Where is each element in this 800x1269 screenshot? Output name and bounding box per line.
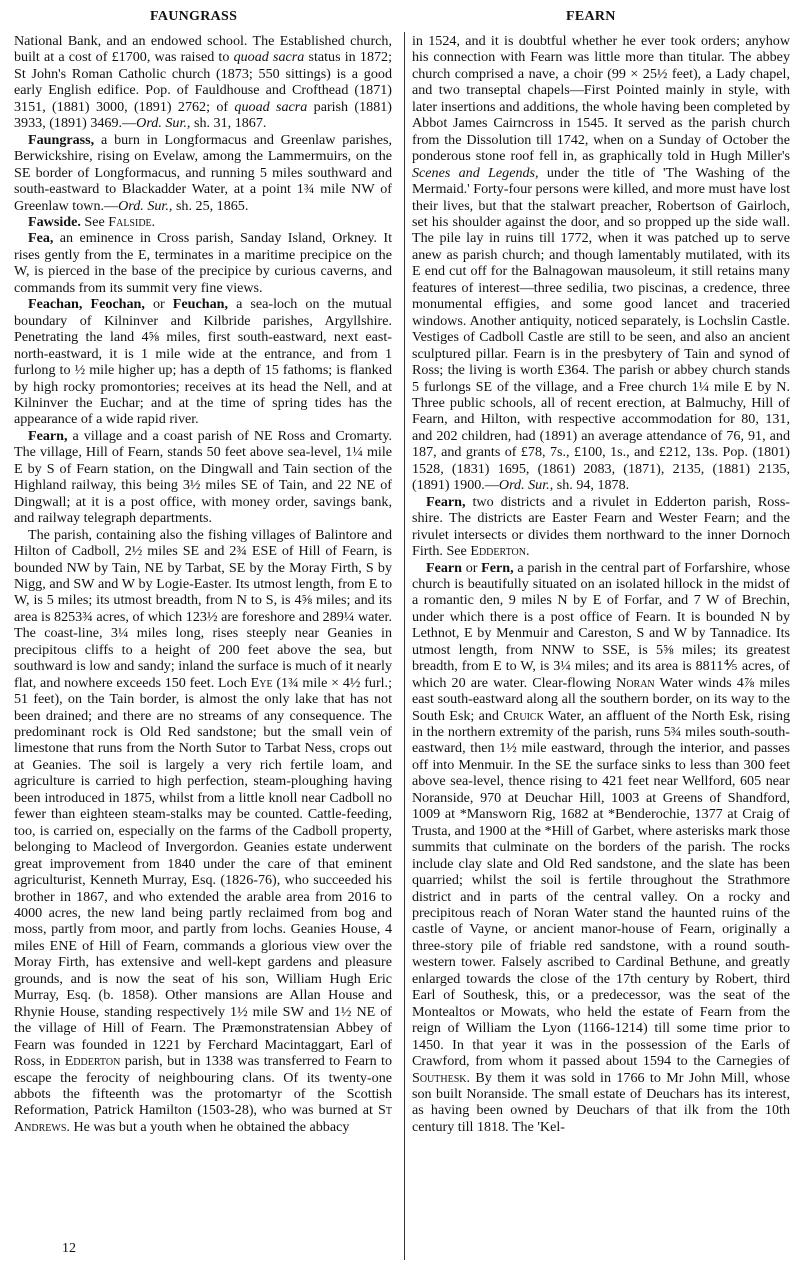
italic-text: Scenes and Legends, [412,164,539,181]
italic-text: Ord. Sur. [118,197,169,214]
entry-text: parish, but in 1338 was transferred to Fearn to escape the ferocity of neighbouring clans. Of its twenty-one abbots the fifteenth was the protomartyr of the Scottish Reformation, Patrick Hamilton (1503-28), who was burned at [14,1053,392,1119]
gazetteer-entry [14,230,392,296]
cross-reference: Eye [250,674,273,691]
entry-headword: Fawside. [28,213,81,230]
entry-text: or [462,559,482,576]
gazetteer-entry [412,560,790,1136]
right-column [412,33,790,1135]
gazetteer-entry [14,428,392,527]
cross-reference: Cruick [503,707,544,724]
gazetteer-entry [14,33,392,132]
entry-text: a village and a coast parish of NE Ross and Cromarty. The village, Hill of Fearn, stands 50 feet above sea-level, 1¼ mile E by S of Fearn station, on the Dingwall and Tain section of the Highland railway, this being 3½ miles SE of Tain, and 22 NE of Dingwall; at it is a post office, with money order, savings bank, and railway telegraph departments. [14,427,392,527]
cross-reference: Falside. [108,213,156,230]
entry-text: See [80,213,109,230]
entry-text: (1¾ mile × 4½ furl.; 51 feet), on the Tain border, is almost the only lake that has not been drained; and there are no streams of any consequence. The predominant rock is Old Red sandstone; but the small vein of limestone that runs from the North Sutor to Tarbat Ness, crops out at Geanies. The soil is largely a very rich fertile loam, and agriculture is carried to high perfection, steam-ploughing having been introduced in 1875, whilst from a little knoll near Cadboll no fewer than eighteen steam-stalks may be counted. Cattle-feeding, too, is carried on, especially on the farms of the Cadboll property, belonging to Macleod of Invergordon. Geanies estate underwent great improvement from 1840 under the care of that eminent agriculturist, Kenneth Murray, Esq. (1826-76), who succeeded his brother in 1867, and who extended the arable area from 2016 to 4000 acres, the new land being partly reclaimed from bog and moss, partly from moor, and partly from lochs. Geanies House, 4 miles ENE of Hill of Fearn, commands a glorious view over the Moray Firth, has extensive and well-kept gardens and pleasure grounds, and is now the seat of his son, William Hugh Eric Murray, Esq. (b. 1858). Other mansions are Allan House and Rhynie House, standing respectively 1½ mile SW and 1½ NE of the village of Hill of Fearn. The Præmonstratensian Abbey of Fearn was founded in 1221 by Ferchard Macintaggart, Earl of Ross, in [14,674,392,1070]
cross-reference: Edderton. [470,543,530,560]
column-divider [404,32,405,1260]
cross-reference: Edderton [64,1053,121,1070]
gazetteer-entry [412,33,790,494]
running-header-left: FAUNGRASS [150,9,238,24]
entry-text: The parish, containing also the fishing villages of Balintore and Hilton of Cadboll, 2½ miles SE and 2¾ ESE of Hill of Fearn, is bounded NW by Tain, NE by Tarbat, SE by the Moray Firth, S by Nigg, and SW and W by Logie-Easter. Its utmost length, from E to W, is 5 miles; its utmost breadth, from N to S, is 4⅝ miles; and its area is 8253¾ acres, of which 123½ are foreshore and 289¼ water. The coast-line, 3¼ miles long, rises steeply near Geanies in precipitous cliffs to a height of 200 feet above the sea, but southward is low and sandy; inland the surface is much of it nearly flat, and nowhere exceeds 150 feet. Loch [14,526,392,691]
entry-text: a sea-loch on the mutual boundary of Kilninver and Kilbride parishes, Argyllshire. Penetrating the land 4⅝ miles, first south-eastward, next east-north-eastward, it is 1 mile wide at the entrance, and from 1 furlong to ½ mile higher up; has a depth of 15 fathoms; is flanked by high rocky promontories; receives at its head the Nell, and at Kilninver the Euchar; and at the time of spring tides has the appearance of a wide rapid river. [14,296,392,428]
entry-headword: Feuchan, [172,296,228,313]
cross-reference: Noran [616,674,655,691]
entry-text: By them it was sold in 1766 to Mr John Mill, whose son built Noranside. The small estate of Deuchars has its interest, as having been owned by Deuchars of that ilk from the 10th century till 1818. The 'Kel- [412,1069,790,1135]
running-header-right: FEARN [566,9,616,24]
entry-text: parish (1881) 3933, (1891) 3469.— [14,98,392,132]
page-number: 12 [62,1241,76,1256]
entry-text: or [144,296,173,313]
italic-text: Ord. Sur. [136,115,187,132]
entry-headword: Fearn [426,559,463,576]
entry-text: , sh. 94, 1878. [549,477,630,494]
gazetteer-entry [14,296,392,428]
cross-reference: St Andrews. [14,1102,392,1135]
entry-text: under the title of 'The Washing of the Mermaid.' Forty-four persons were killed, and more must have lost their lives, but that the stalwart preacher, Robertson of Gairloch, set his shoulder against the door, and so propped up the side wall. The pile lay in ruins till 1772, when it was patched up to serve anew as parish church; and though lamentably mutilated, with its E end cut off for the Balnagowan mausoleum, it still retains many features of interest—three sedilia, two piscinas, a credence, three monumental effigies, and some good lancet and traceried windows. Another antiquity, noticed separately, is Lochslin Castle. Vestiges of Cadboll Castle are still to be seen, and also an ancient sculptured pillar. Fearn is in the presbytery of Tain and synod of Ross; the living is worth £364. The parish or abbey church stands 5 furlongs SE of the village, and a Free church 1¼ mile E by N. Three public schools, all of recent erection, at Balmuchy, Hill of Fearn, and Hilton, with respective accommodation for 80, 131, and 202 children, had (1891) an average attendance of 76, 91, and 187, and grants of £78, 7s., £100, 1s., and £212, 13s. Pop. (1801) 1528, (1831) 1695, (1861) 2083, (1871), 2135, (1881) 2135, (1891) 1900.— [412,164,791,494]
entry-text: Water winds 4⅞ miles east south-eastward along all the southern border, on its way to the South Esk; and [412,674,790,724]
entry-text: a burn in Longformacus and Greenlaw parishes, Berwickshire, rising on Evelaw, among the Lammermuirs, on the SE border of Longformacus, and running 5 miles southward and south-eastward to Blackadder Water, at a point 1¾ mile NW of Greenlaw town.— [14,131,392,214]
entry-text: in 1524, and it is doubtful whether he ever took orders; anyhow his connection with Fearn was little more than titular. The abbey church comprised a nave, a choir (99 × 25½ feet), a Lady chapel, and two transeptal chapels—First Pointed mainly in style, with later insertions and additions, the whole having been completed by Abbot James Cairncross in 1545. It served as the parish church from the Dissolution till 1742, when on a Sunday of October the ponderous stone roof fell in, as graphically told in Hugh Miller's [412,33,790,165]
italic-text: quoad sacra [234,98,308,115]
entry-text: , sh. 25, 1865. [168,197,249,214]
entry-text: He was but a youth when he obtained the abbacy [69,1118,350,1135]
cross-reference: Southesk. [412,1069,471,1086]
gazetteer-entry [14,214,392,230]
entry-headword: Fea, [28,230,54,247]
entry-text: status in 1872; St John's Roman Catholic church (1873; 550 sittings) is a good early English edifice. Pop. of Fauldhouse and Crofthead (1871) 3151, (1881) 3000, (1891) 2762; of [14,49,393,115]
entry-headword: Faungrass, [28,131,95,148]
entry-headword: Fern, [481,559,514,576]
entry-text: a parish in the central part of Forfarshire, whose church is beautifully situated on an isolated hillock in the midst of a romantic den, 9 miles N by E of Forfar, and 7 W of Brechin, under which there is a post office of Fearn. It is bounded N by Lethnot, E by Menmuir and Careston, S and W by Tannadice. Its utmost length, from NNW to SSE, is 5⅝ miles; its greatest breadth, from E to W, is 3¼ miles; and its area is 8811⅘ acres, of which 20 are water. Clear-flowing [412,559,790,691]
italic-text: quoad sacra [233,49,305,66]
entry-text: an eminence in Cross parish, Sanday Island, Orkney. It rises gently from the E, terminates in a maritime precipice on the W, is pierced in the base of the precipice by curious caverns, and commands from its summit very fine views. [14,230,392,296]
entry-text: National Bank, and an endowed school. The Established church, built at a cost of £1700, was raised to [14,33,392,66]
italic-text: Ord. Sur. [498,477,550,494]
gazetteer-entry [14,527,392,1136]
entry-text: two districts and a rivulet in Edderton parish, Ross-shire. The districts are Easter Fearn and Wester Fearn; and the rivulet intersects or divides them northward to the inner Dornoch Firth. See [412,493,790,560]
entry-headword: Fearn, [28,427,68,444]
entry-text: , sh. 31, 1867. [186,115,267,132]
gazetteer-entry [412,494,790,560]
gazetteer-entry [14,132,392,214]
entry-text: Water, an affluent of the North Esk, rising in the northern extremity of the parish, runs 5¾ miles south-south-eastward, then 1½ mile eastward, through the interior, and passes off into Menmuir. In the SE the surface sinks to less than 300 feet above sea-level, thence rising to 421 feet near Wellford, 605 near Noranside, 970 at Deuchar Hill, 1003 at Greens of Shandford, 1009 at *Mansworn Rig, 1682 at *Benderochie, 1377 at Craig of Trusta, and 1900 at the *Hill of Garbet, where asterisks mark those summits that culminate on the borders of the parish. The rocks include clay slate and Old Red sandstone, and the slate has been quarried; whilst the soil is fertile throughout the Strathmore district and in parts of the central valley. On a rocky and precipitous reach of Noran Water stand the haunted ruins of the castle of Vayne, or ancient manor-house of Fearn, originally a three-story pile of friable red sandstone, with a round south-western tower. Falsely ascribed to Cardinal Bethune, and greatly enlarged towards the close of the 17th century by Robert, third Earl of Southesk, this, or a predecessor, was the seat of the Montealtos or Mowats, who held the estate of Fearn from the reign of William the Lyon (1166-1214) till some time prior to 1450. In that year it was in the possession of the Earls of Crawford, from whom it passed about 1594 to the Carnegies of [412,707,790,1070]
entry-headword: Feachan, Feochan, [28,296,145,313]
left-column [14,33,392,1135]
entry-headword: Fearn, [426,493,466,510]
